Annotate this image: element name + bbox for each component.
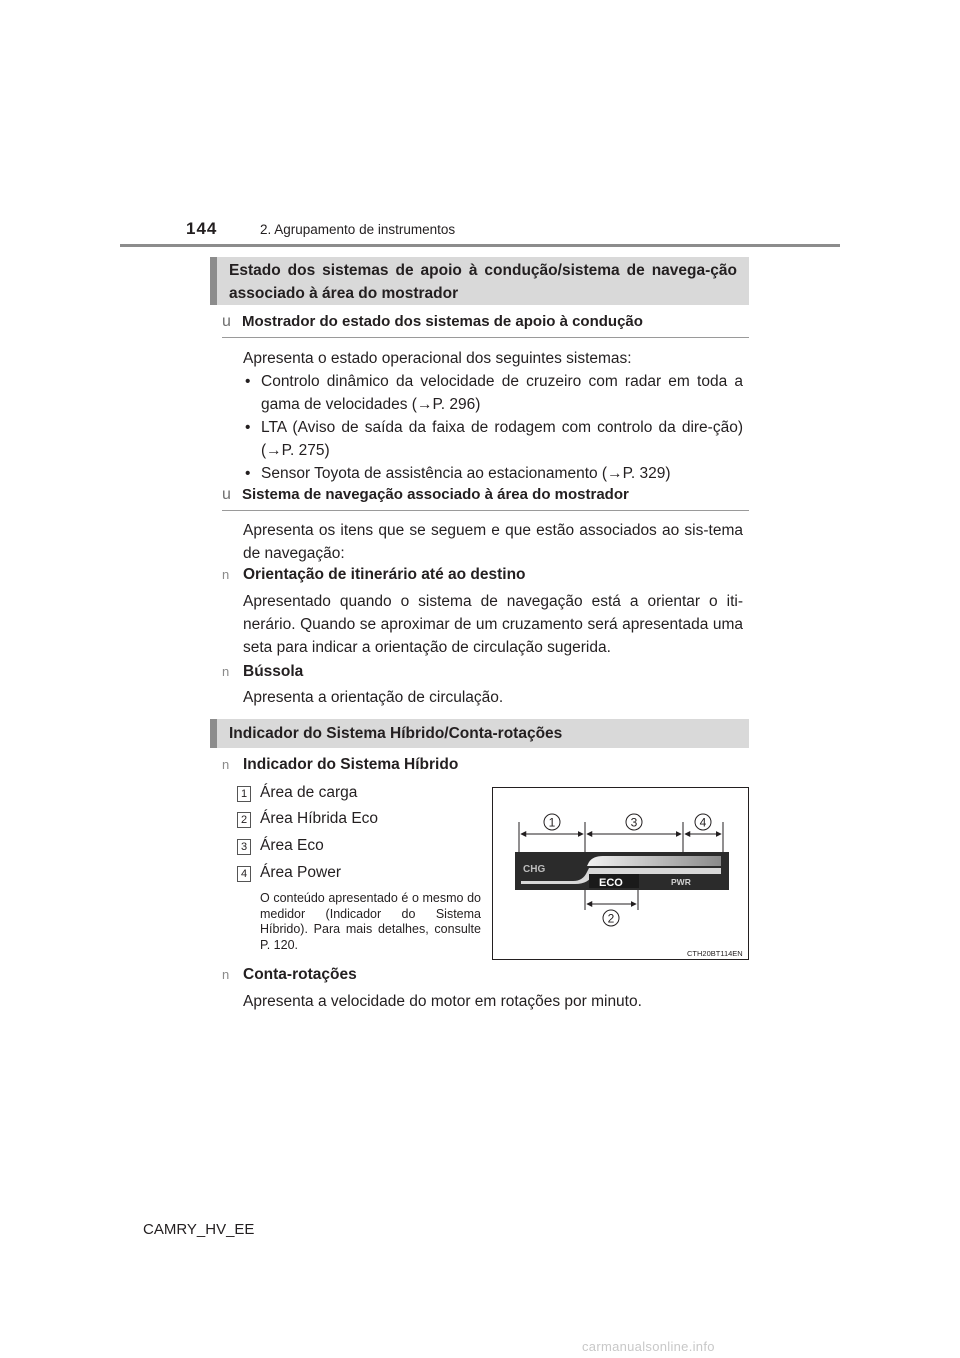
heading-driving-support-display [222, 313, 643, 331]
gauge-label-pwr: PWR [671, 877, 691, 887]
bullet-text: Sensor Toyota de assistência ao estacionamento (→P. 329) [261, 465, 671, 482]
heading-hybrid-indicator [222, 756, 458, 774]
heading-text: Conta-rotações [243, 966, 357, 983]
hybrid-indicator-illustration [493, 788, 748, 959]
item-label-eco-area: Área Eco [260, 837, 324, 854]
svg-text:2: 2 [607, 911, 615, 926]
heading-marker: n [222, 567, 230, 582]
callout-3 [626, 814, 642, 830]
bullet-lta [243, 416, 743, 462]
heading-marker: n [222, 967, 230, 982]
gauge-label-eco: ECO [599, 877, 623, 889]
gauge-band-power [587, 856, 721, 866]
heading-text: Orientação de itinerário até ao destino [243, 566, 526, 583]
page-number: 144 [186, 219, 218, 238]
svg-text:4: 4 [699, 815, 707, 830]
bullet-text: LTA (Aviso de saída da faixa de rodagem com controlo da dire-ção) (→P. 275) [261, 419, 743, 459]
paragraph-route-guidance: Apresentado quando o sistema de navegação está a orientar o iti-nerário. Quando se aproximar de um cruzamento será apresentada uma seta para indicar a orientação de circulação sugerida. [243, 593, 743, 656]
paragraph-tachometer: Apresenta a velocidade do motor em rotações por minuto. [243, 993, 642, 1010]
figure-code: CTH20BT114EN [687, 949, 743, 958]
callout-4 [695, 814, 711, 830]
item-number: 2 [237, 812, 251, 828]
heading-text: Sistema de navegação associado à área do mostrador [242, 486, 629, 503]
paragraph-compass: Apresenta a orientação de circulação. [243, 689, 504, 706]
item-label-charge-area: Área de carga [260, 784, 358, 801]
paragraph-intro-systems: Apresenta o estado operacional dos seguintes sistemas: [243, 350, 632, 367]
heading-text: Mostrador do estado dos sistemas de apoio à condução [242, 313, 643, 330]
bullet-mark: • [245, 465, 251, 482]
heading-marker: n [222, 757, 230, 772]
section-bar-hybrid-indicator: Indicador do Sistema Híbrido/Conta-rotações [210, 719, 749, 748]
section-title: 2. Agrupamento de instrumentos [260, 222, 456, 237]
section-bar-driving-support: Estado dos sistemas de apoio à condução/sistema de navega-ção associado à área do mostrador [210, 257, 749, 305]
heading-rule [222, 510, 749, 511]
footer-code: CAMRY_HV_EE [143, 1221, 255, 1238]
item-label-hybrid-eco-area: Área Híbrida Eco [260, 810, 379, 827]
gauge-label-chg: CHG [523, 864, 546, 875]
heading-marker: u [222, 486, 231, 503]
bullet-mark: • [245, 373, 251, 390]
heading-tachometer [222, 966, 357, 984]
note-text: O conteúdo apresentado é o mesmo do medidor (Indicador do Sistema Híbrido). Para mais detalhes, consulte P. 120. [260, 891, 481, 952]
item-label-power-area: Área Power [260, 864, 341, 881]
item-number: 1 [237, 786, 251, 802]
svg-text:1: 1 [548, 815, 556, 830]
heading-rule [222, 337, 749, 338]
heading-navigation-system [222, 486, 629, 504]
header-rule [120, 244, 840, 247]
heading-compass [222, 663, 303, 681]
item-number: 4 [237, 866, 251, 882]
callout-2 [603, 910, 619, 926]
callout-1 [544, 814, 560, 830]
bullet-cruise-control [243, 370, 743, 416]
hybrid-indicator-figure [492, 787, 749, 960]
watermark: carmanualsonline.info [582, 1339, 715, 1354]
paragraph-navigation-intro: Apresenta os itens que se seguem e que estão associados ao sis-tema de navegação: [243, 522, 743, 562]
heading-route-guidance [222, 566, 526, 584]
heading-marker: n [222, 664, 230, 679]
bullet-mark: • [245, 419, 251, 436]
heading-text: Indicador do Sistema Híbrido [243, 756, 459, 773]
heading-marker: u [222, 313, 231, 330]
heading-text: Bússola [243, 663, 304, 680]
bullet-parking-sensor [243, 462, 743, 485]
item-number: 3 [237, 839, 251, 855]
svg-text:3: 3 [630, 815, 638, 830]
bullet-text: Controlo dinâmico da velocidade de cruzeiro com radar em toda a gama de velocidades (→P. 296) [261, 373, 743, 413]
